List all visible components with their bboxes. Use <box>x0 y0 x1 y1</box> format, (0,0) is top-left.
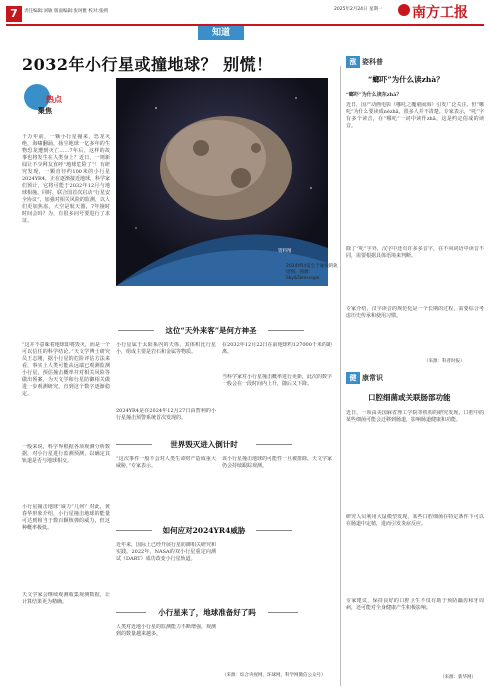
science-article-title: “螂吓”为什么读zhà？ <box>368 75 444 84</box>
health-paragraph-1: 近日，一项由美国麻省理工学院等机构的研究发现，口腔中的某些细菌可能会迁移到肠道，影响肠道健康和功能。 <box>346 410 484 423</box>
editors-line: 责任编辑:刘敏 版面编辑:张珂雅 校对:张朔 <box>24 9 108 14</box>
badge-bottom-text: 聚焦 <box>38 106 52 115</box>
health-paragraph-2: 研究人员利用大鼠模型发现，某些口腔细菌在特定条件下可以在肠道中定植，进而引发炎症反应。 <box>346 514 484 527</box>
health-paragraph-3: 专家建议，保持良好的口腔卫生不仅有助于预防龋齿和牙周病，还可能对全身健康产生积极影响。 <box>346 598 484 611</box>
subhead-rule <box>116 530 152 531</box>
subhead-rule <box>116 444 152 445</box>
col1-paragraph-4: 天文学家会继续观测收集观测数据，让计算结果更为精确。 <box>22 592 110 605</box>
science-article-question: “螂吓”为什么读东zhà？ <box>346 92 402 98</box>
badge-top-text: 热点 <box>46 94 62 104</box>
science-paragraph-1: 近日，国产动画电影《哪吒之魔童闹海》引发广泛关注。但“哪吒”为什么要读成nézhā，很多人并不清楚。专家表示，“吒”字有多个读音，在“哪吒”一词中读作zhā，这是约定俗成的读音。 <box>346 102 484 129</box>
column-tag: 涨 <box>346 56 360 68</box>
section-tab: 知道 <box>198 26 244 40</box>
subhead-rule <box>256 530 292 531</box>
subhead-rule <box>118 330 154 331</box>
health-source: （来源：新华网） <box>440 675 476 680</box>
health-column-header <box>346 372 384 384</box>
subhead-rule <box>256 444 292 445</box>
science-paragraph-3: 专家介绍，汉字读音的规范化是一个长期的过程，需要综合考虑历史传承和使用习惯。 <box>346 306 484 319</box>
science-column-header <box>346 56 384 68</box>
photo-caption: 2024YR4发生于碰撞的轨迹图。图源：Sky&Telescope <box>286 264 338 281</box>
subhead-identity: 这位“天外来客”是何方神圣 <box>165 326 257 335</box>
col3-paragraph-3: 该小行星撞击地球的可能性一旦被排除，天文学家仍会持续跟踪观测。 <box>222 456 332 469</box>
col3-paragraph-1: 在2032年12月22日在前地球约127000千米的距离。 <box>222 342 332 355</box>
subhead-ready: 小行星来了，地球准备好了吗 <box>158 608 256 617</box>
health-article-title: 口腔细菌或关联肠部功能 <box>368 393 451 402</box>
article-source: （来源：综合央视网、环球网、科学网微信公众号） <box>222 673 326 678</box>
asteroid-illustration <box>116 78 328 286</box>
main-headline: 2032年小行星或撞地球？ 别慌！ <box>22 55 273 74</box>
science-source: （来源：科普时报） <box>424 359 465 364</box>
brand-name: 南方工报 <box>412 5 468 21</box>
issue-date: 2025年2月24日 星期一 <box>334 7 383 12</box>
subhead-countdown: 世界毁灭进入倒计时 <box>170 440 238 449</box>
col2-paragraph-5: 人类对近地小行星的监测能力不断增强，观测到的数量越来越多。 <box>116 624 216 637</box>
col1-paragraph-3: 小行星撞击地球“威力”几何？对此，黄春华形象介绍，小行星撞击地球的能量可达到相当于数百颗核弹的威力，但这种概率极低。 <box>22 504 110 531</box>
header-rule <box>6 24 484 26</box>
column-tag: 健 <box>346 372 360 384</box>
column-label: 姿科普 <box>362 57 383 66</box>
col1-paragraph-2: 一般来说，科学界根据各项观测分析数据，对小行星进行监测预测，以确定其轨道是否与地球相交。 <box>22 444 110 464</box>
asteroid-photo <box>116 78 328 286</box>
col2-paragraph-1: 小行星属于太阳系内的天体，其体积比行星小，组成主要是岩石和金属等物质。 <box>116 342 216 355</box>
col2-paragraph-4: 近年来，国际上已经开展行星防御相关研究和实践。2022年，NASA的双小行星重定向测试（DART）成功改变小行星轨道。 <box>116 542 216 562</box>
column-divider <box>340 66 341 686</box>
subhead-rule <box>268 330 304 331</box>
intro-paragraph: 千万年前，一颗小行星撞来，恐龙灭绝，海啸翻涌，扬尘地球一亿多年的生物恐龙遭到灭亡……7年后，这样的故事也将发生在人类身上？近日，一则新闻让不少网友直呼“地球危险了”！有研究发现，一颗直径约100米的小行星2024YR4，正在逐渐接近地球，科学家们预计，它将可能于2032年12月与地球相撞。同时，联合国首次启动“行星安全协议”，加强对相关风险的监测，以人们更加焦虑。大空是航天器，7年撞时时间会吗？为，有很多问号要进行了求证。 <box>22 134 110 224</box>
col2-paragraph-3: “这次事件一般不会对人类生命财产造成重大威胁，”专家表示。 <box>116 456 216 469</box>
brand-logo-icon <box>398 4 410 16</box>
science-paragraph-2: 除了“吒”字外，汉字中还有许多多音字，在不同词语中读音不同，需要根据具体语境来判断。 <box>346 246 484 259</box>
col3-paragraph-2: 当科学家对小行星撞击概率进行更新，此次的数字一般会在一段时间内上升，随后又下降。 <box>222 374 332 387</box>
photo-label: 资料图 <box>278 249 292 254</box>
hot-topic-badge <box>20 82 68 122</box>
subhead-response: 如何应对2024YR4威胁 <box>162 526 246 535</box>
column-label: 康常识 <box>362 373 383 382</box>
subhead-rule <box>116 612 146 613</box>
col1-paragraph-1: “这并不意味着地球即将毁灭，而是一个可以信任的科学结论。”天文学博士研究员王志刚，据小行星的危险评估方法来看，事实上人类可能从远端已观测监测小行星，预估撞击概率并对相关风险等做出预案，为天文学和行星防御相关做进一步观测研究，直到这个数字逐渐稳定。 <box>22 342 110 397</box>
page-header <box>0 0 490 44</box>
subhead-rule <box>268 612 298 613</box>
col2-paragraph-2: 2024YR4是在2024年12月27日由智利的小行星撞击预警系统首次发现的。 <box>116 408 216 421</box>
page-number: 7 <box>6 6 22 22</box>
